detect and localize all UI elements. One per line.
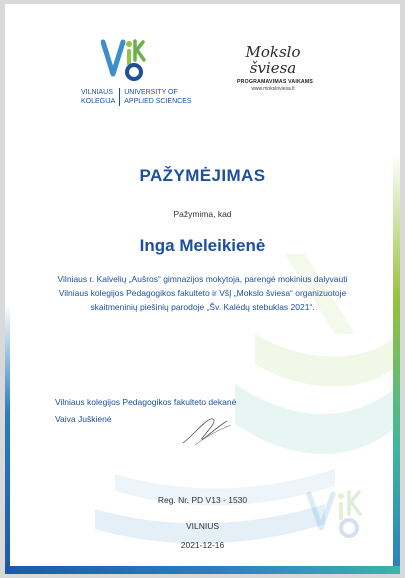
viko-logo-text (81, 88, 216, 106)
issue-date: 2021-12-16 (180, 540, 225, 550)
ms-website: www.moksloviesa.lt (251, 86, 295, 92)
viko-line2-left: KOLEGIJA (81, 98, 116, 105)
body-line-3: skaitmeninių piešinių parodoje „Šv. Kalėdų stebuklas 2021“. (90, 302, 315, 312)
certificate-heading: PAŽYMĖJIMAS (139, 166, 266, 185)
issue-city: VILNIUS (185, 521, 220, 531)
viko-logo-mark (101, 38, 151, 82)
ms-title-line2: šviesa (249, 59, 297, 77)
registration-number: Reg. Nr. PD V13 - 1530 (157, 495, 248, 505)
handwritten-signature (177, 409, 237, 451)
body-line-1: Vilniaus r. Kalvelių „Aušros“ gimnazijos mokytoja, parengė mokinius dalyvauti (57, 274, 348, 284)
frame-left-edge (5, 304, 10, 574)
signer-title: Vilniaus kolegijos Pedagogikos fakulteto dekanė (55, 397, 237, 407)
body-line-2: Vilniaus kolegijos Pedagogikos fakulteto ir VšĮ „Mokslo šviesa“ organizuotoje (58, 288, 347, 298)
signer-name: Vaiva Juškienė (55, 414, 112, 424)
viko-line1-right: UNIVERSITY OF (124, 89, 178, 96)
mokslo-sviesa-logo (237, 43, 314, 92)
ms-title-line1: Mokslo (245, 43, 301, 61)
viko-watermark-logo (305, 484, 385, 544)
recipient-name: Inga Meleikienė (139, 236, 266, 255)
certificate-page (5, 4, 400, 574)
viko-line2-right: APPLIED SCIENCES (124, 98, 192, 105)
certificate-intro: Pažymima, kad (173, 209, 232, 219)
frame-bottom-edge (5, 566, 400, 574)
certificate-body (25, 272, 380, 314)
ms-subtitle: PROGRAMAVIMAS VAIKAMS (237, 79, 314, 85)
viko-line1-left: VILNIAUS (81, 89, 113, 96)
